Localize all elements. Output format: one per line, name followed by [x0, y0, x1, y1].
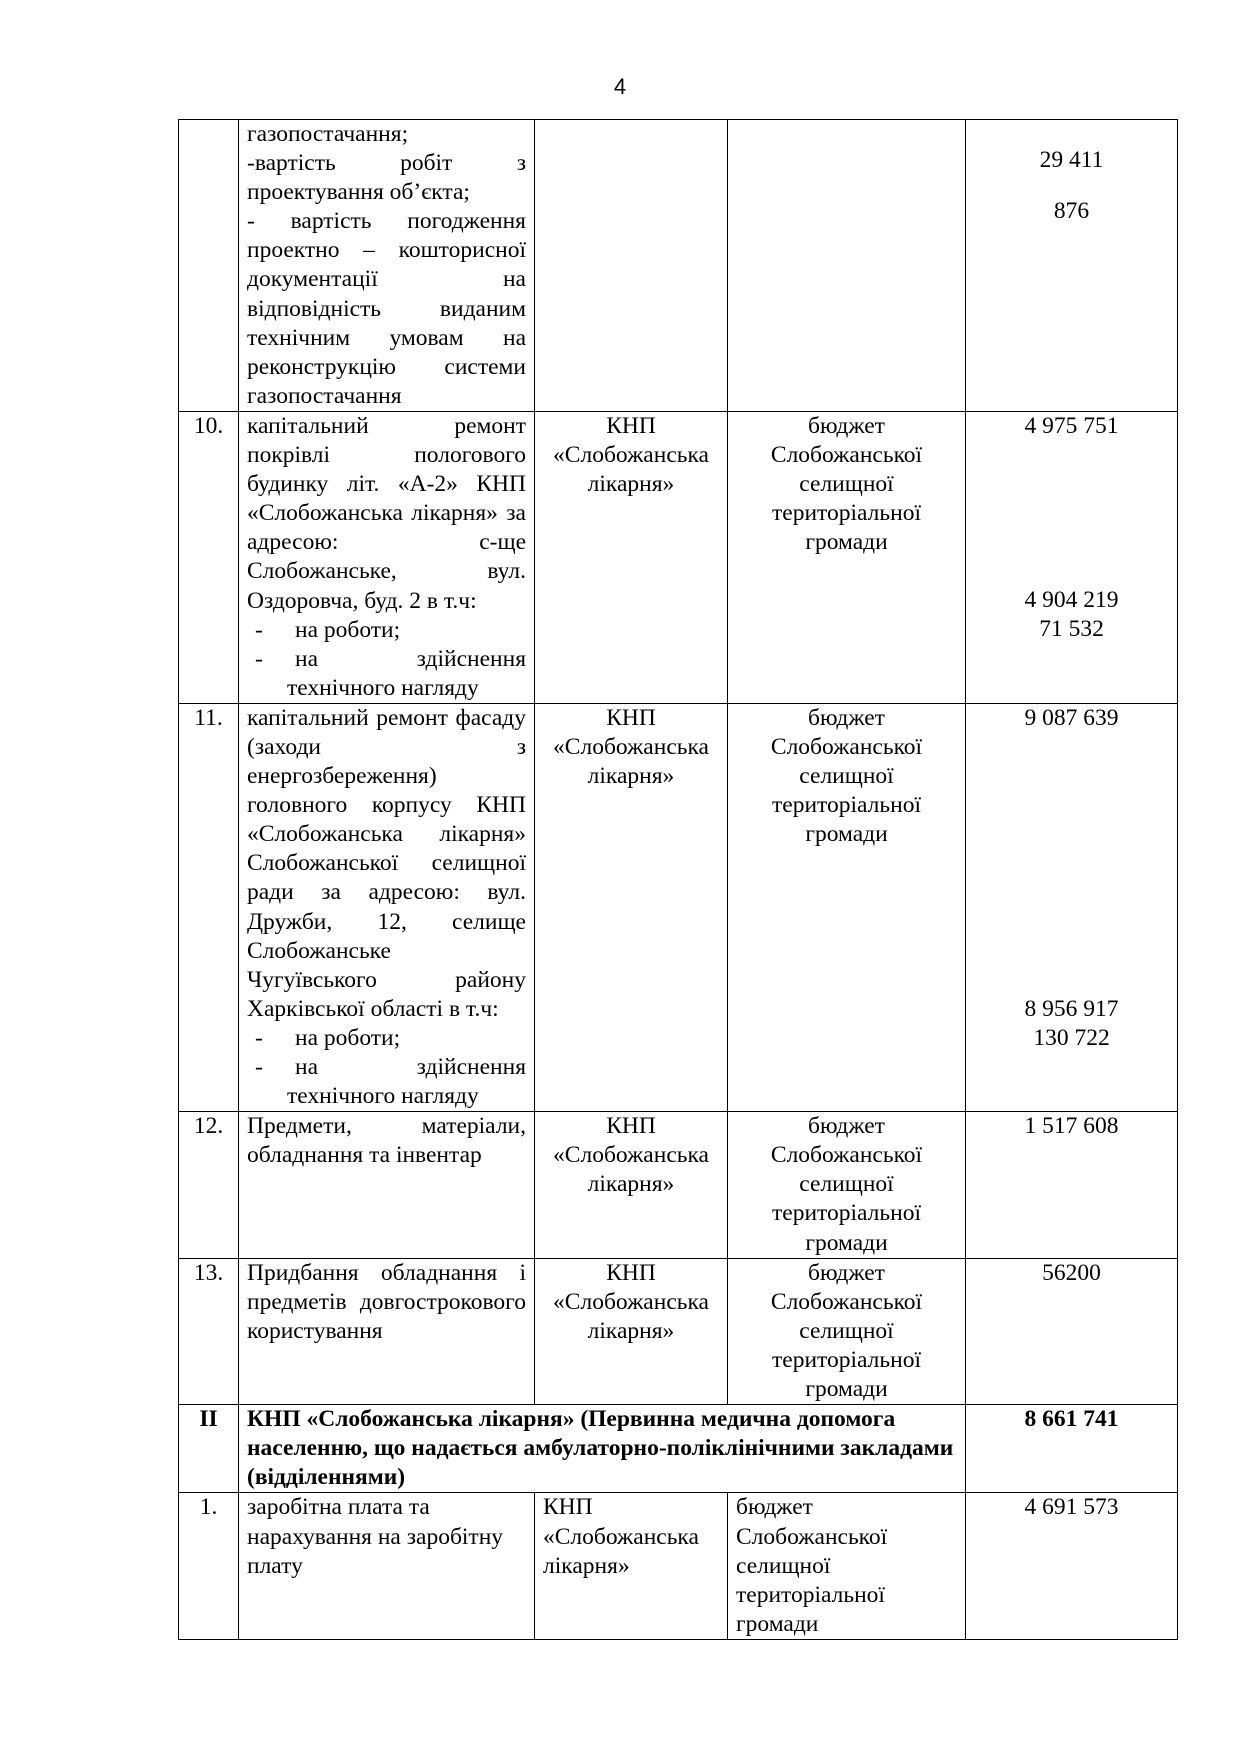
amount-total: 4 975 751 [1024, 412, 1119, 439]
measures-table [178, 119, 1178, 1640]
row-description [239, 703, 535, 1111]
sub-item-text: на здійснення [295, 1054, 526, 1080]
amount-total: 4 691 573 [966, 1493, 1178, 1639]
row-source [728, 120, 966, 412]
amount-total: 1 517 608 [966, 1112, 1178, 1258]
page-number: 4 [613, 74, 627, 99]
amount-value: 8 956 917 [1024, 995, 1119, 1022]
sub-item: - на роботи; [247, 616, 526, 645]
table-row [179, 120, 1178, 412]
row-number: 13. [179, 1258, 239, 1404]
row-amounts [966, 120, 1178, 412]
description-text: капітальний ремонт фасаду (заходи з енергозбереження) головного корпусу КНП «Слобожанська лікарня» Слобожанської селищної ради за адресою: вул. Дружби, 12, селище Слобожанське Чугуївського району Харківської області в т.ч: [247, 704, 526, 1022]
description-item: -вартість робіт з проектування об’єкта; [247, 150, 526, 206]
sub-item-text: на роботи; [295, 616, 401, 643]
row-description: заробітна плата та нарахування на заробітну плату [239, 1493, 535, 1639]
table-row [179, 1112, 1178, 1258]
row-number: 12. [179, 1112, 239, 1258]
amount-total: 56200 [966, 1258, 1178, 1404]
row-source: бюджет Слобожанської селищної територіальної громади [728, 703, 966, 1111]
sub-item-continuation: технічного нагляду [287, 1083, 479, 1110]
row-number: 11. [179, 703, 239, 1111]
row-description [239, 411, 535, 703]
sub-item-continuation: технічного нагляду [287, 674, 479, 701]
row-source: бюджет Слобожанської селищної територіальної громади [728, 411, 966, 703]
row-description [239, 120, 535, 412]
section-row [179, 1405, 1178, 1493]
sub-item: - на роботи; [247, 1024, 526, 1053]
description-item: - вартість погодження проектно – кошторисної документації на відповідність виданим технічним умовам на реконструкцію системи газопостачання [247, 208, 526, 409]
amount-total: 9 087 639 [1024, 704, 1119, 731]
row-executor: КНП «Слобожанська лікарня» [535, 1112, 728, 1258]
row-description: Предмети, матеріали, обладнання та інвентар [239, 1112, 535, 1258]
row-number: 1. [179, 1493, 239, 1639]
table-row [179, 1258, 1178, 1404]
row-source: бюджет Слобожанської селищної територіальної громади [728, 1493, 966, 1639]
section-total: 8 661 741 [966, 1405, 1178, 1493]
row-executor: КНП «Слобожанська лікарня» [535, 1258, 728, 1404]
amount-value: 130 722 [1033, 1025, 1110, 1052]
row-amounts [966, 703, 1178, 1111]
description-text: газопостачання; [247, 121, 409, 147]
section-number: II [179, 1405, 239, 1493]
sub-item-text: на здійснення [295, 645, 526, 672]
row-description: Придбання обладнання і предметів довгострокового користування [239, 1258, 535, 1404]
row-source: бюджет Слобожанської селищної територіальної громади [728, 1112, 966, 1258]
sub-item-text: на роботи; [295, 1024, 401, 1051]
row-executor: КНП «Слобожанська лікарня» [535, 411, 728, 703]
amount-value: 4 904 219 [1024, 587, 1119, 614]
table-row [179, 703, 1178, 1111]
sub-item: - на здійснення [247, 645, 526, 674]
sub-item: - на здійснення [247, 1053, 526, 1082]
table-row [179, 1493, 1178, 1639]
amount-value: 71 532 [1039, 616, 1104, 643]
row-amounts [966, 411, 1178, 703]
row-source: бюджет Слобожанської селищної територіальної громади [728, 1258, 966, 1404]
amount-value: 876 [1053, 198, 1090, 225]
row-executor: КНП «Слобожанська лікарня» [535, 1493, 728, 1639]
row-number: 10. [179, 411, 239, 703]
description-text: капітальний ремонт покрівлі пологового будинку літ. «А-2» КНП «Слобожанська лікарня» за адресою: с-ще Слобожанське, вул. Оздоровча, буд. 2 в т.ч: [247, 412, 526, 614]
amount-value: 29 411 [1039, 147, 1104, 173]
table-row [179, 411, 1178, 703]
row-executor [535, 120, 728, 412]
section-title: КНП «Слобожанська лікарня» (Первинна медична допомога населенню, що надається амбулаторно-поліклінічними закладами (відділеннями) [239, 1405, 966, 1493]
row-executor: КНП «Слобожанська лікарня» [535, 703, 728, 1111]
row-number [179, 120, 239, 412]
